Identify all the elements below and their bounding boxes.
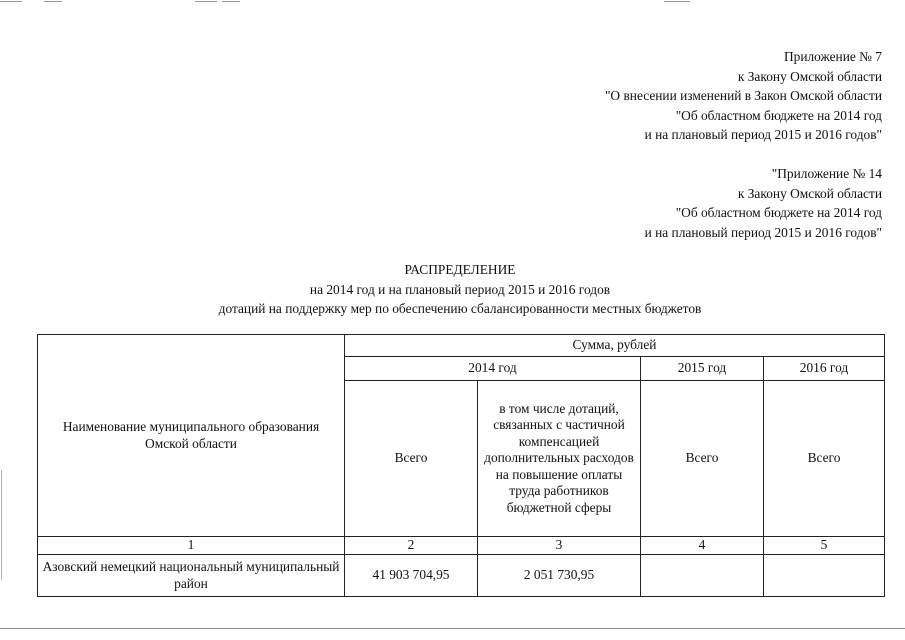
- appendix-7-line: "О внесении изменений в Закон Омской области: [604, 88, 882, 103]
- year-2014-header: 2014 год: [345, 357, 641, 381]
- municipality-name: Азовский немецкий национальный муниципальный район: [38, 555, 345, 597]
- appendix-14-line: "Приложение № 14: [771, 166, 882, 181]
- year-2016-header: 2016 год: [764, 357, 885, 381]
- total-2014-header: Всего: [345, 381, 478, 537]
- name-column-header: Наименование муниципального образования Омской области: [38, 335, 345, 537]
- distribution-table: [37, 334, 885, 597]
- appendix-7-line: "Об областном бюджете на 2014 год: [675, 107, 882, 123]
- subsidies-2014-value: 2 051 730,95: [478, 555, 641, 597]
- scan-bottom-edge: [0, 628, 905, 629]
- column-number: 4: [641, 537, 764, 555]
- total-2016-value: [764, 555, 885, 597]
- total-2015-header: Всего: [641, 381, 764, 537]
- appendix-7-line: Приложение № 7: [783, 49, 882, 64]
- subsidies-2014-header: в том числе дотаций, связанных с частичной компенсацией дополнительных расходов на повышение оплаты труда работников бюджетной сферы: [478, 381, 641, 537]
- total-2014-value: 41 903 704,95: [345, 555, 478, 597]
- appendix-14-line: к Закону Омской области: [737, 185, 882, 201]
- table-row: [38, 555, 885, 597]
- title-subject: дотаций на поддержку мер по обеспечению сбалансированности местных бюджетов: [218, 301, 702, 316]
- appendix-14-line: "Об областном бюджете на 2014 год: [675, 205, 882, 220]
- year-2015-header: 2015 год: [641, 357, 764, 381]
- total-2015-value: [641, 555, 764, 597]
- appendix-7-line: к Закону Омской области: [737, 68, 882, 84]
- column-number: 5: [764, 537, 885, 555]
- appendix-7-line: и на плановый период 2015 и 2016 годов": [644, 127, 882, 142]
- column-number: 2: [345, 537, 478, 555]
- document-title: [130, 260, 790, 319]
- scan-top-edge: [0, 0, 905, 4]
- scan-left-edge: [1, 470, 2, 580]
- appendix-14-header: [645, 164, 882, 242]
- appendix-7-header: [605, 47, 882, 145]
- title-heading: РАСПРЕДЕЛЕНИЕ: [404, 262, 516, 277]
- sum-group-header: Сумма, рублей: [345, 335, 885, 357]
- appendix-14-line: и на плановый период 2015 и 2016 годов": [644, 224, 882, 240]
- total-2016-header: Всего: [764, 381, 885, 537]
- column-number: 1: [38, 537, 345, 555]
- title-period: на 2014 год и на плановый период 2015 и 2016 годов: [309, 281, 611, 297]
- column-number: 3: [478, 537, 641, 555]
